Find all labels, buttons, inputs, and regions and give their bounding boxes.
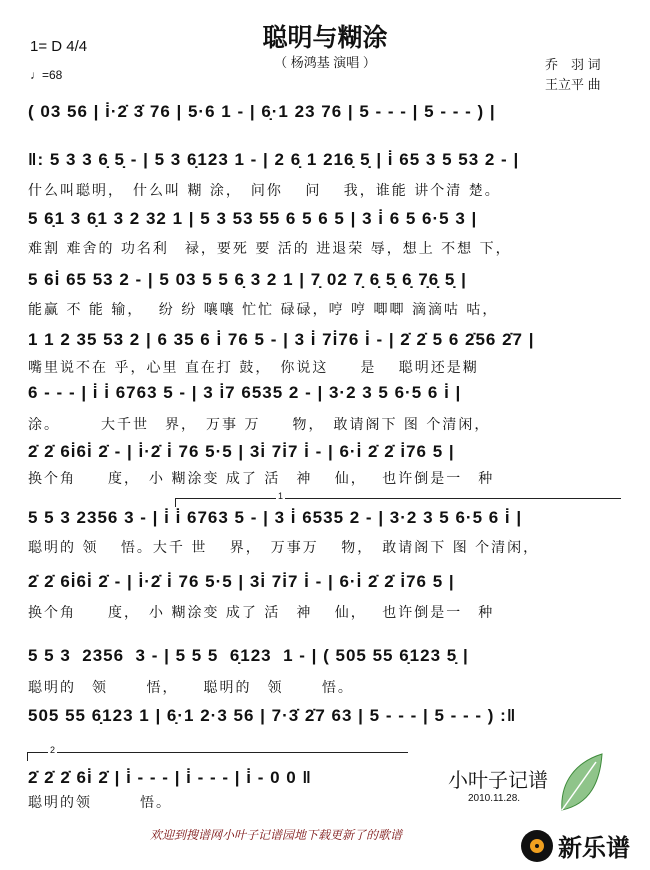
lyrics-row: 什么叫聪明， 什么叫 糊 涂， 问你 问 我，谁能 讲个清 楚。 [28,183,501,199]
score-row: 5 5 3 2356 3 - | 5 5 5 6̣123 1 - | ( 505 55 6̣123 5̣ | [28,646,469,665]
logo-text: 新乐谱 [558,835,630,862]
score-row: ( 03 56 | i̇·2̇ 3̇ 76 | 5·6 1 - | 6̣·1 23 76 | 5 - - - | 5 - - - ) | [28,102,496,121]
lyrics-row: 能赢 不 能 输， 纷 纷 嚷嚷 忙忙 碌碌，哼 哼 唧唧 滴滴咕 咕， [28,302,499,318]
performer: （ 杨鸿基 演唱 ） [274,55,376,70]
lyrics-row: 换个角 度， 小 糊涂变 成了 活 神 仙， 也许倒是一 种 [28,605,495,621]
score-row: 505 55 6̣123 1 | 6̣·1 2·3 56 | 7·3̇ 2̇7 63 | 5 - - - | 5 - - - ) :‖ [28,706,517,725]
lyrics-row: 聪明的 领 悟， 聪明的 领 悟。 [28,680,354,696]
score-row: 2̇ 2̇ 6i̇6i̇ 2̇ - | i̇·2̇ i̇ 76 5·5 | 3i̇ 7i̇7 i̇ - | 6·i̇ 2̇ 2̇ i̇76 5 | [28,572,455,591]
score-row: 2̇ 2̇ 2̇ 6i̇ 2̇ | i̇ - - - | i̇ - - - | i̇ - 0 0 ‖ [28,768,312,787]
transcription-date: 2010.11.28. [468,793,521,804]
lyrics-row: 涂。 大千世 界， 万事 万 物， 敢请阁下 图 个清闲， [28,417,491,433]
song-title: 聪明与糊涂 [262,23,388,52]
lyrics-row: 嘴里说不在 乎，心里 直在打 鼓， 你说这 是 聪明还是糊 [28,360,479,376]
volta-1: 1 [175,498,621,507]
key-signature: 1= D 4/4 [30,38,88,55]
score-row: 2̇ 2̇ 6i̇6i̇ 2̇ - | i̇·2̇ i̇ 76 5·5 | 3i̇ 7i̇7 i̇ - | 6·i̇ 2̇ 2̇ i̇76 5 | [28,442,455,461]
lyrics-row: 换个角 度， 小 糊涂变 成了 活 神 仙， 也许倒是一 种 [28,471,495,487]
lyrics-row: 聪明的 领 悟。大千 世 界， 万事万 物， 敢请阁下 图 个清闲， [28,540,540,556]
volta-2: 2 [27,752,408,761]
score-row: ‖: 5 3 3 6̣ 5̣ - | 5 3 6̣123 1 - | 2 6̣ 1 216̣ 5̣ | i̇ 65 3 5 53 2 - | [28,150,520,169]
tempo: ♩=68 [30,68,63,82]
score-row: 5 6̣1 3 6̣1 3 2 32 1 | 5 3 53 55 6 5 6 5 | 3 i̇ 6 5 6·5 3 | [28,209,478,228]
score-row: 5 6i̇ 65 53 2 - | 5 03 5 5 6̣ 3 2 1 | 7̣ 02 7̣ 6̣ 5̣ 6̣ 7̣6̣ 5̣ | [28,270,467,289]
vinyl-record-icon [520,829,554,863]
site-logo [520,828,630,863]
footer-note: 欢迎到搜谱网小叶子记谱园地下载更新了的歌谱 [150,828,403,842]
lyricist: 乔 羽 词 [545,57,601,72]
score-row: 6 - - - | i̇ i̇ 6763 5 - | 3 i̇7 6535 2 - | 3·2 3 5 6·5 6 i̇ | [28,383,462,402]
lyrics-row: 聪明的领 悟。 [28,795,172,811]
transcriber-signature: 小叶子记谱 [448,768,548,792]
score-row: 1 1 2 35 53 2 | 6 35 6 i̇ 76 5 - | 3 i̇ 7i̇76 i̇ - | 2̇ 2̇ 5 6 2̇56 2̇7 | [28,330,535,349]
composer: 王立平 曲 [545,77,601,92]
lyrics-row: 难割 难舍的 功名利 禄，要死 要 活的 进退荣 辱，想上 不想 下， [28,241,512,257]
score-row: 5 5 3 2356 3 - | i̇ i̇ 6763 5 - | 3 i̇ 6535 2 - | 3·2 3 5 6·5 6 i̇ | [28,508,523,527]
leaf-icon [556,752,606,814]
